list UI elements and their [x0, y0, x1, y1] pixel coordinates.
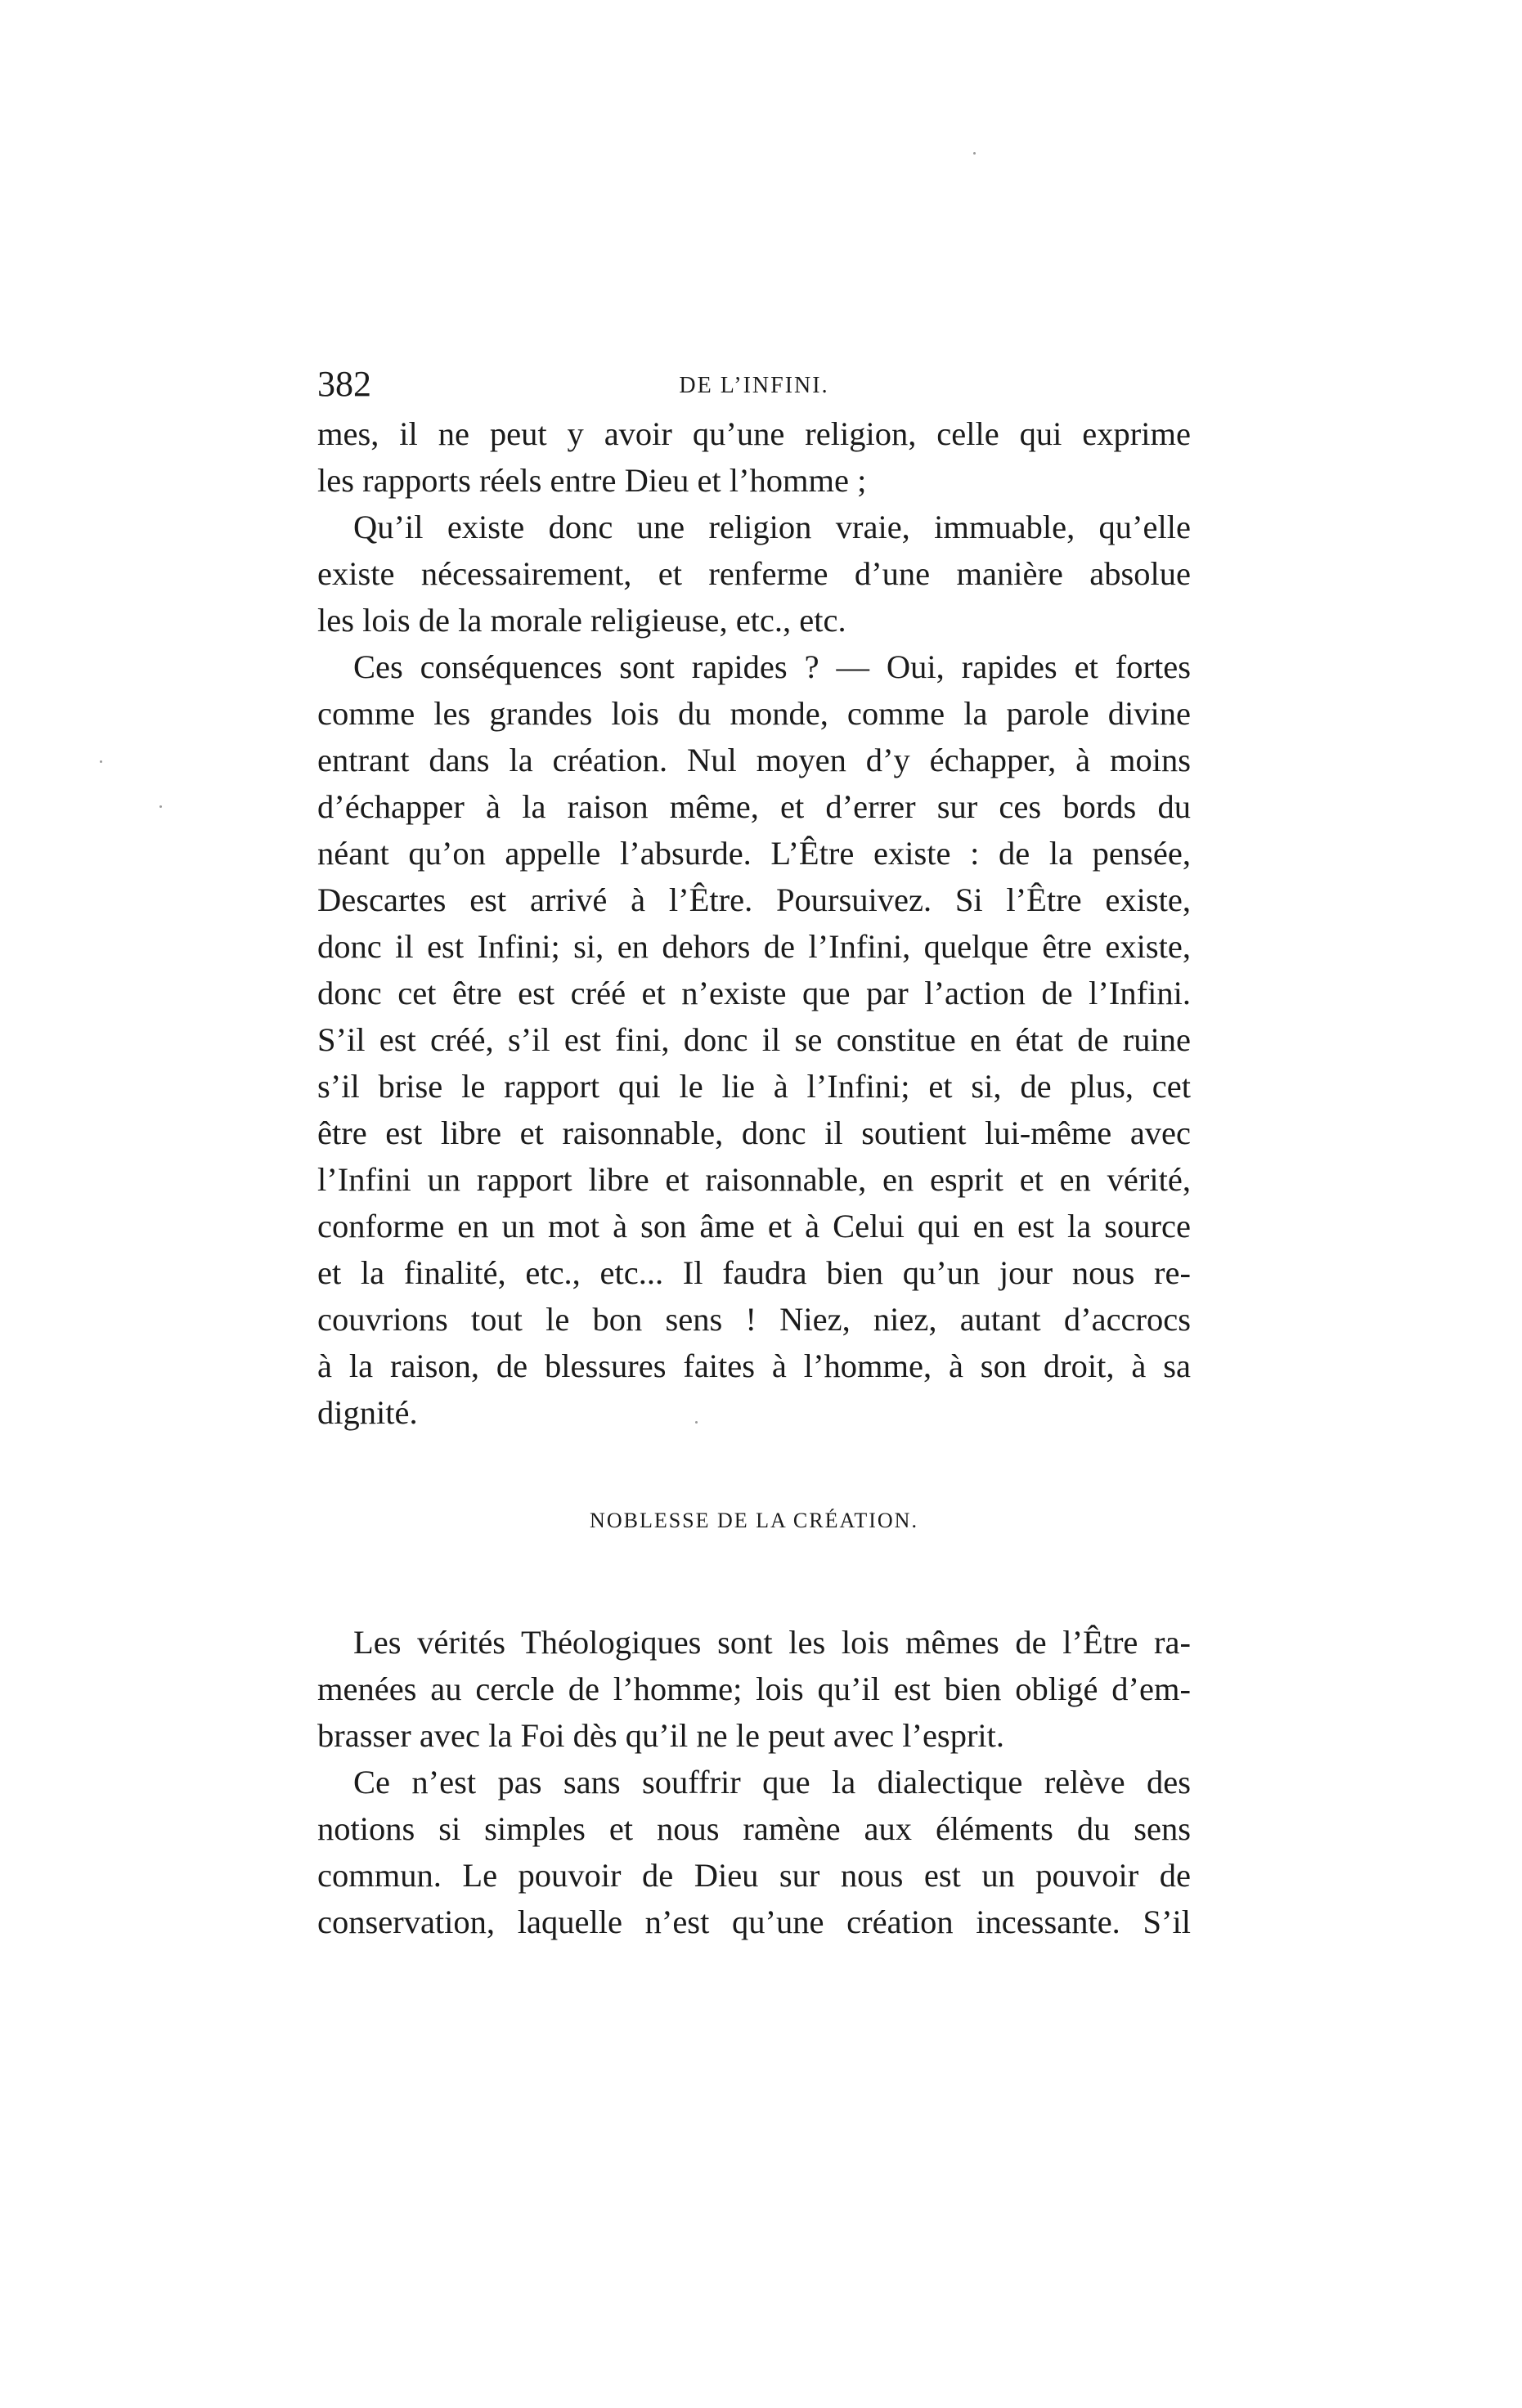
text-line: Ce n’est pas sans souffrir que la dialectique relève des: [353, 1764, 1191, 1800]
text-line: Ces conséquences sont rapides ? — Oui, rapides et fortes: [353, 648, 1191, 685]
text-line: menées au cercle de l’homme; lois qu’il est bien obligé d’em-: [317, 1670, 1191, 1707]
text-line: dignité.: [317, 1394, 418, 1431]
paper-speck: [695, 1421, 698, 1424]
text-line: s’il brise le rapport qui le lie à l’Infini; et si, de plus, cet: [317, 1068, 1191, 1105]
paper-speck: [100, 760, 102, 763]
page-number: 382: [317, 364, 371, 404]
text-line: être est libre et raisonnable, donc il soutient lui-même avec: [317, 1114, 1191, 1151]
text-line: conservation, laquelle n’est qu’une création incessante. S’il: [317, 1904, 1191, 1940]
text-line: donc il est Infini; si, en dehors de l’Infini, quelque être existe,: [317, 928, 1191, 965]
text-line: Les vérités Théologiques sont les lois mêmes de l’Être ra-: [353, 1624, 1191, 1661]
text-line: notions si simples et nous ramène aux éléments du sens: [317, 1810, 1191, 1847]
text-line: entrant dans la création. Nul moyen d’y échapper, à moins: [317, 742, 1191, 778]
text-line: Qu’il existe donc une religion vraie, immuable, qu’elle: [353, 509, 1191, 545]
section-heading: NOBLESSE DE LA CRÉATION.: [590, 1509, 918, 1532]
paper-speck: [973, 152, 976, 155]
text-line: et la finalité, etc., etc... Il faudra bien qu’un jour nous re-: [317, 1254, 1191, 1291]
running-title: DE L’INFINI.: [679, 373, 829, 398]
text-line: néant qu’on appelle l’absurde. L’Être existe : de la pensée,: [317, 835, 1191, 872]
text-line: commun. Le pouvoir de Dieu sur nous est un pouvoir de: [317, 1857, 1191, 1894]
text-line: brasser avec la Foi dès qu’il ne le peut avec l’esprit.: [317, 1717, 1005, 1754]
text-line: donc cet être est créé et n’existe que par l’action de l’Infini.: [317, 975, 1191, 1011]
text-line: mes, il ne peut y avoir qu’une religion, celle qui exprime: [317, 415, 1191, 452]
text-line: à la raison, de blessures faites à l’homme, à son droit, à sa: [317, 1347, 1191, 1384]
paper-speck: [159, 805, 162, 808]
section-text: [317, 1619, 1191, 1945]
running-head: [317, 360, 1191, 409]
text-line: couvrions tout le bon sens ! Niez, niez, autant d’accrocs: [317, 1301, 1191, 1338]
text-line: les rapports réels entre Dieu et l’homme ;: [317, 462, 867, 499]
text-line: comme les grandes lois du monde, comme la parole divine: [317, 695, 1191, 732]
text-line: existe nécessairement, et renferme d’une manière absolue: [317, 555, 1191, 592]
text-line: les lois de la morale religieuse, etc., etc.: [317, 602, 846, 639]
text-line: d’échapper à la raison même, et d’errer sur ces bords du: [317, 788, 1191, 825]
body-text: [317, 410, 1191, 1436]
text-line: conforme en un mot à son âme et à Celui qui en est la source: [317, 1208, 1191, 1244]
text-line: S’il est créé, s’il est fini, donc il se constitue en état de ruine: [317, 1021, 1191, 1058]
text-line: Descartes est arrivé à l’Être. Poursuivez. Si l’Être existe,: [317, 881, 1191, 918]
text-line: l’Infini un rapport libre et raisonnable, en esprit et en vérité,: [317, 1161, 1191, 1198]
